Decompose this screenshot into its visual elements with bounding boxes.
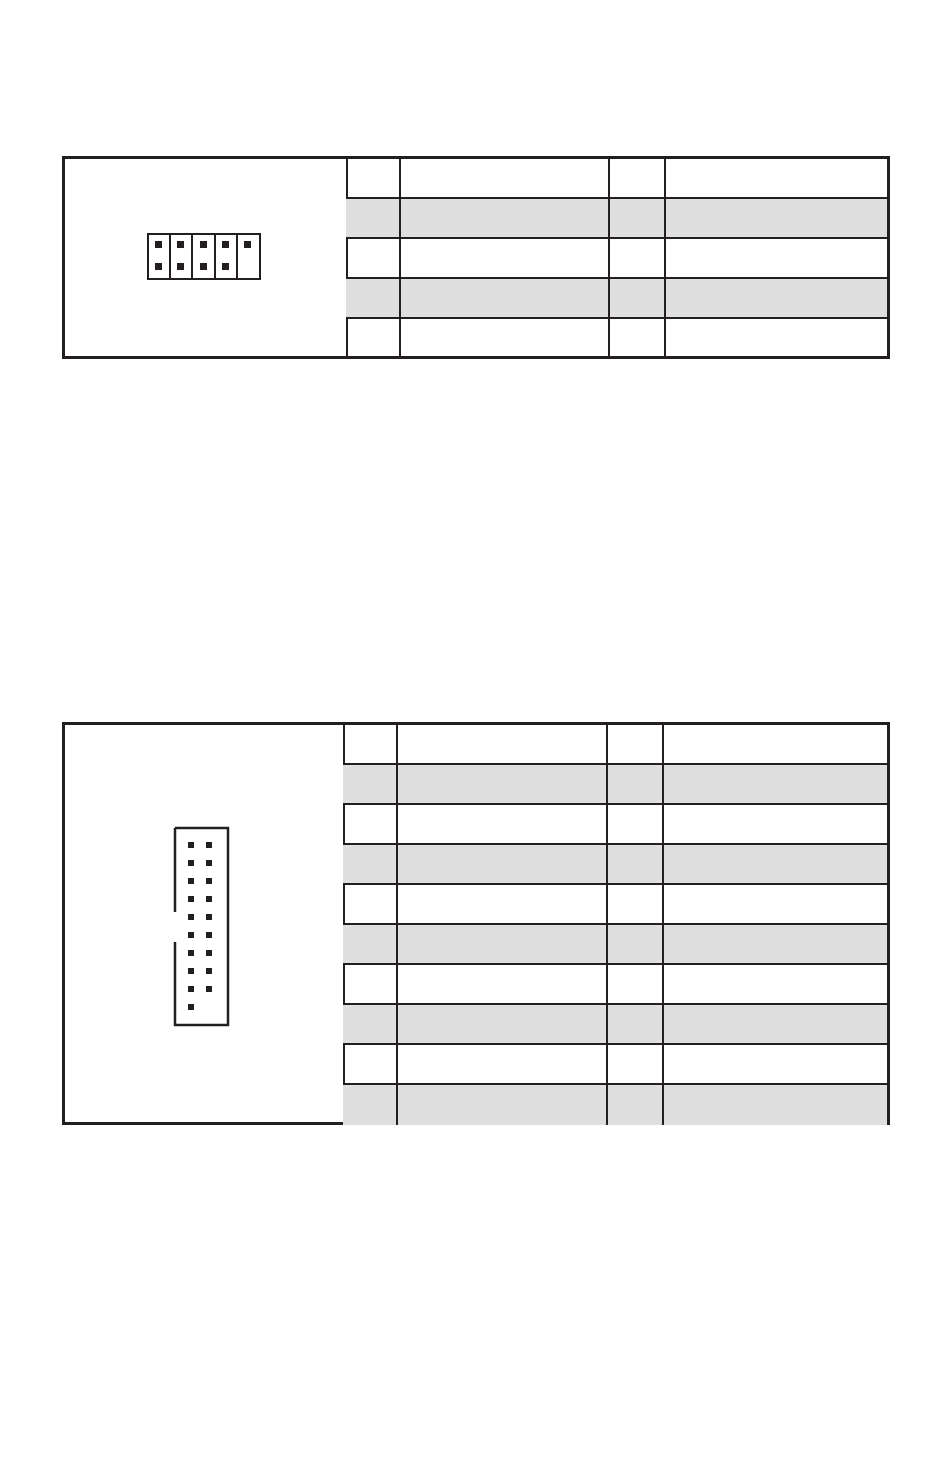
pin-number-cell [610, 279, 666, 317]
pin-number-cell [608, 1085, 664, 1125]
signal-name-cell [398, 805, 608, 843]
signal-name-cell [398, 765, 608, 803]
pin-number-cell [610, 199, 666, 237]
signal-name-cell [664, 885, 887, 923]
table-row [343, 805, 887, 845]
signal-name-cell [664, 1045, 887, 1083]
table-row [343, 1085, 887, 1125]
signal-name-cell [398, 925, 608, 963]
table-row [346, 279, 887, 319]
signal-name-cell [664, 965, 887, 1003]
signal-name-cell [666, 279, 887, 317]
table-row [346, 319, 887, 359]
signal-name-cell [401, 159, 610, 197]
pin-number-cell [343, 1045, 398, 1083]
pin-number-cell [343, 1005, 398, 1043]
table-row [346, 159, 887, 199]
pin-number-cell [608, 965, 664, 1003]
pin-number-cell [608, 725, 664, 763]
table-row [343, 885, 887, 925]
pin-number-cell [343, 965, 398, 1003]
pinout-table-10pin [62, 156, 890, 359]
pin-number-cell [608, 845, 664, 883]
pin-number-cell [608, 885, 664, 923]
pin-number-cell [346, 159, 401, 197]
table-row [346, 239, 887, 279]
pin-number-cell [608, 765, 664, 803]
signal-name-cell [666, 239, 887, 277]
pinout-table-20pin [62, 722, 890, 1125]
table-row [343, 765, 887, 805]
pin-number-cell [343, 885, 398, 923]
signal-name-cell [401, 279, 610, 317]
signal-name-cell [398, 845, 608, 883]
pin-number-cell [346, 319, 401, 359]
signal-name-cell [401, 199, 610, 237]
pin-number-cell [343, 805, 398, 843]
signal-name-cell [666, 159, 887, 197]
signal-name-cell [664, 765, 887, 803]
signal-name-cell [664, 725, 887, 763]
pin-number-cell [608, 925, 664, 963]
pin-number-cell [610, 159, 666, 197]
signal-name-cell [398, 965, 608, 1003]
signal-name-cell [664, 1005, 887, 1043]
table-row [343, 965, 887, 1005]
signal-name-cell [664, 805, 887, 843]
pin-number-cell [610, 319, 666, 359]
table-row [343, 845, 887, 885]
pin-number-cell [343, 725, 398, 763]
signal-name-cell [398, 1085, 608, 1125]
table-row [343, 1045, 887, 1085]
pin-number-cell [608, 805, 664, 843]
table-row [343, 925, 887, 965]
connector-diagram-cell [65, 725, 345, 1122]
signal-name-cell [664, 925, 887, 963]
signal-name-cell [398, 1005, 608, 1043]
signal-name-cell [664, 1085, 887, 1125]
signal-name-cell [666, 319, 887, 359]
pin-rows [346, 159, 887, 356]
pin-number-cell [610, 239, 666, 277]
signal-name-cell [398, 885, 608, 923]
signal-name-cell [398, 1045, 608, 1083]
table-row [343, 1005, 887, 1045]
signal-name-cell [664, 845, 887, 883]
signal-name-cell [666, 199, 887, 237]
pin-number-cell [343, 925, 398, 963]
signal-name-cell [401, 319, 610, 359]
table-row [346, 199, 887, 239]
signal-name-cell [401, 239, 610, 277]
connector-diagram-cell [65, 159, 348, 356]
pin-number-cell [608, 1045, 664, 1083]
table-row [343, 725, 887, 765]
pin-number-cell [343, 1085, 398, 1125]
pin-number-cell [346, 199, 401, 237]
pin-number-cell [346, 279, 401, 317]
pin-number-cell [343, 845, 398, 883]
pin-number-cell [608, 1005, 664, 1043]
pin-number-cell [346, 239, 401, 277]
pin-number-cell [343, 765, 398, 803]
pin-rows [343, 725, 887, 1122]
signal-name-cell [398, 725, 608, 763]
